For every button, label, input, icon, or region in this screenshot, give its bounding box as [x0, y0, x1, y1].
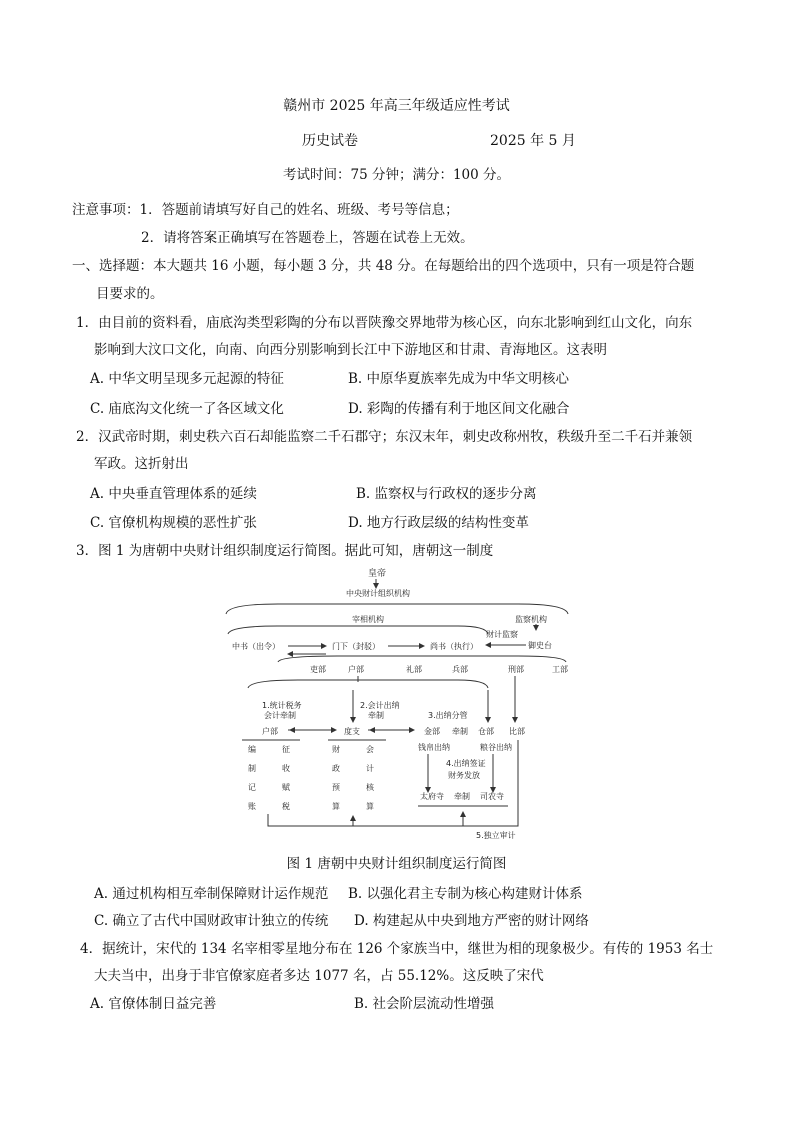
node-qianbo: 钱帛出纳	[418, 743, 450, 752]
node-zhongshu: 中书（出令）	[232, 642, 280, 651]
q4-stem: 4．据统计，宋代的 134 名宰相零星地分布在 126 个家族当中，继世为相的现象极少。有传的 1953 名士	[80, 941, 714, 957]
q1-stem: 1．由目前的资料看，庙底沟类型彩陶的分布以晋陕豫交界地带为核心区，向东北影响到红山文化，向东	[76, 315, 693, 331]
node-chancellor: 宰相机构	[352, 615, 384, 624]
step-3: 3.出纳分管	[428, 711, 468, 720]
q2-option-b[interactable]: B. 监察权与行政权的逐步分离	[356, 486, 537, 502]
node-qianzhi2: 牵制	[454, 792, 470, 801]
node-sinong: 司农寺	[480, 792, 504, 801]
time-info: 考试时间：75 分钟；满分：100 分。	[282, 167, 511, 183]
exam-title: 赣州市 2025 年高三年级适应性考试	[283, 98, 510, 114]
q4-option-b[interactable]: B. 社会阶层流动性增强	[354, 996, 495, 1012]
col3-r3: 预	[332, 783, 340, 792]
q4-stem-cont: 大夫当中，出身于非官僚家庭者多达 1077 名，占 55.12%。这反映了宋代	[94, 968, 544, 984]
node-libu2: 礼部	[406, 665, 422, 674]
notes-line-1: 注意事项：1．答题前请填写好自己的姓名、班级、考号等信息；	[72, 202, 459, 218]
q2-option-a[interactable]: A. 中央垂直管理体系的延续	[90, 486, 257, 502]
node-bibu: 比部	[509, 727, 525, 736]
node-hubu2: 户部	[262, 727, 278, 736]
node-shangshu: 尚书（执行）	[430, 642, 478, 651]
q2-stem-cont: 军政。这折射出	[94, 456, 189, 472]
q3-option-d[interactable]: D. 构建起从中央到地方严密的财计网络	[354, 913, 589, 929]
node-taifu: 太府寺	[420, 792, 444, 801]
step-2b: 牵制	[368, 711, 384, 720]
node-menxia: 门下（封驳）	[332, 642, 380, 651]
subject-label: 历史试卷	[302, 133, 358, 149]
q1-option-b[interactable]: B. 中原华夏族率先成为中华文明核心	[348, 371, 570, 387]
q1-option-d[interactable]: D. 彩陶的传播有利于地区间文化融合	[348, 401, 570, 417]
node-central: 中央财计组织机构	[346, 589, 410, 598]
q2-option-d[interactable]: D. 地方行政层级的结构性变革	[348, 515, 529, 531]
col1-r3: 记	[248, 783, 256, 792]
q1-option-c[interactable]: C. 庙底沟文化统一了各区域文化	[90, 401, 284, 417]
q1-option-a[interactable]: A. 中华文明呈现多元起源的特征	[90, 371, 284, 387]
node-qianzhi: 牵制	[452, 727, 468, 736]
col1-r1: 编	[248, 745, 256, 754]
node-jinbu: 金部	[424, 727, 440, 736]
q4-option-a[interactable]: A. 官僚体制日益完善	[90, 996, 217, 1012]
step-1b: 会计牵制	[264, 711, 296, 720]
col3-r1: 财	[332, 745, 340, 754]
col2-r4: 税	[282, 802, 290, 811]
q2-option-c[interactable]: C. 官僚机构规模的恶性扩张	[90, 515, 257, 531]
node-emperor: 皇帝	[368, 569, 387, 579]
section-heading-cont: 目要求的。	[96, 286, 164, 302]
step-1a: 1.统计税务	[262, 701, 302, 710]
step-2a: 2.会计出纳	[360, 701, 400, 710]
node-xingbu: 刑部	[508, 665, 524, 674]
q1-stem-cont: 影响到大汶口文化，向南、向西分别影响到长江中下游地区和甘肃、青海地区。这表明	[94, 342, 607, 358]
col2-r1: 征	[282, 745, 290, 754]
col1-r2: 制	[248, 764, 256, 773]
node-libu: 吏部	[310, 665, 326, 674]
node-gongbu: 工部	[552, 665, 568, 674]
q3-option-a[interactable]: A. 通过机构相互牵制保障财计运作规范	[94, 886, 329, 902]
notes-line-2: 2．请将答案正确填写在答题卷上，答题在试卷上无效。	[141, 230, 474, 246]
col1-r4: 账	[248, 802, 256, 811]
node-finance-supervise: 财计监察	[486, 630, 518, 639]
finance-diagram	[218, 562, 578, 842]
q3-option-c[interactable]: C. 确立了古代中国财政审计独立的传统	[94, 913, 329, 929]
col2-r3: 赋	[282, 783, 290, 792]
exam-date: 2025 年 5 月	[490, 133, 576, 149]
node-bingbu: 兵部	[452, 665, 468, 674]
step-5: 5.独立审计	[476, 831, 516, 840]
section-heading: 一、选择题：本大题共 16 小题，每小题 3 分，共 48 分。在每题给出的四个选项中，只有一项是符合题	[72, 258, 695, 274]
step-4b: 财务发放	[448, 771, 480, 780]
node-hubu: 户部	[348, 665, 364, 674]
col4-r2: 计	[366, 764, 374, 773]
node-duzhi: 度支	[344, 727, 360, 736]
q3-stem: 3．图 1 为唐朝中央财计组织制度运行简图。据此可知，唐朝这一制度	[76, 543, 494, 559]
node-yushitai: 御史台	[528, 641, 552, 650]
node-cangbu: 仓部	[478, 727, 494, 736]
node-supervision: 监察机构	[515, 615, 547, 624]
col2-r2: 收	[282, 764, 290, 773]
q2-stem: 2．汉武帝时期，刺史秩六百石却能监察二千石郡守；东汉末年，刺史改称州牧，秩级升至二千石并兼领	[76, 429, 693, 445]
col4-r1: 会	[366, 745, 374, 754]
figure-caption: 图 1 唐朝中央财计组织制度运行简图	[286, 856, 507, 872]
col4-r3: 核	[366, 783, 374, 792]
col4-r4: 算	[366, 802, 374, 811]
col3-r2: 政	[332, 764, 340, 773]
node-liangu: 粮谷出纳	[480, 743, 512, 752]
q3-option-b[interactable]: B. 以强化君主专制为核心构建财计体系	[348, 886, 583, 902]
step-4a: 4.出纳签证	[446, 759, 486, 768]
col3-r4: 算	[332, 802, 340, 811]
